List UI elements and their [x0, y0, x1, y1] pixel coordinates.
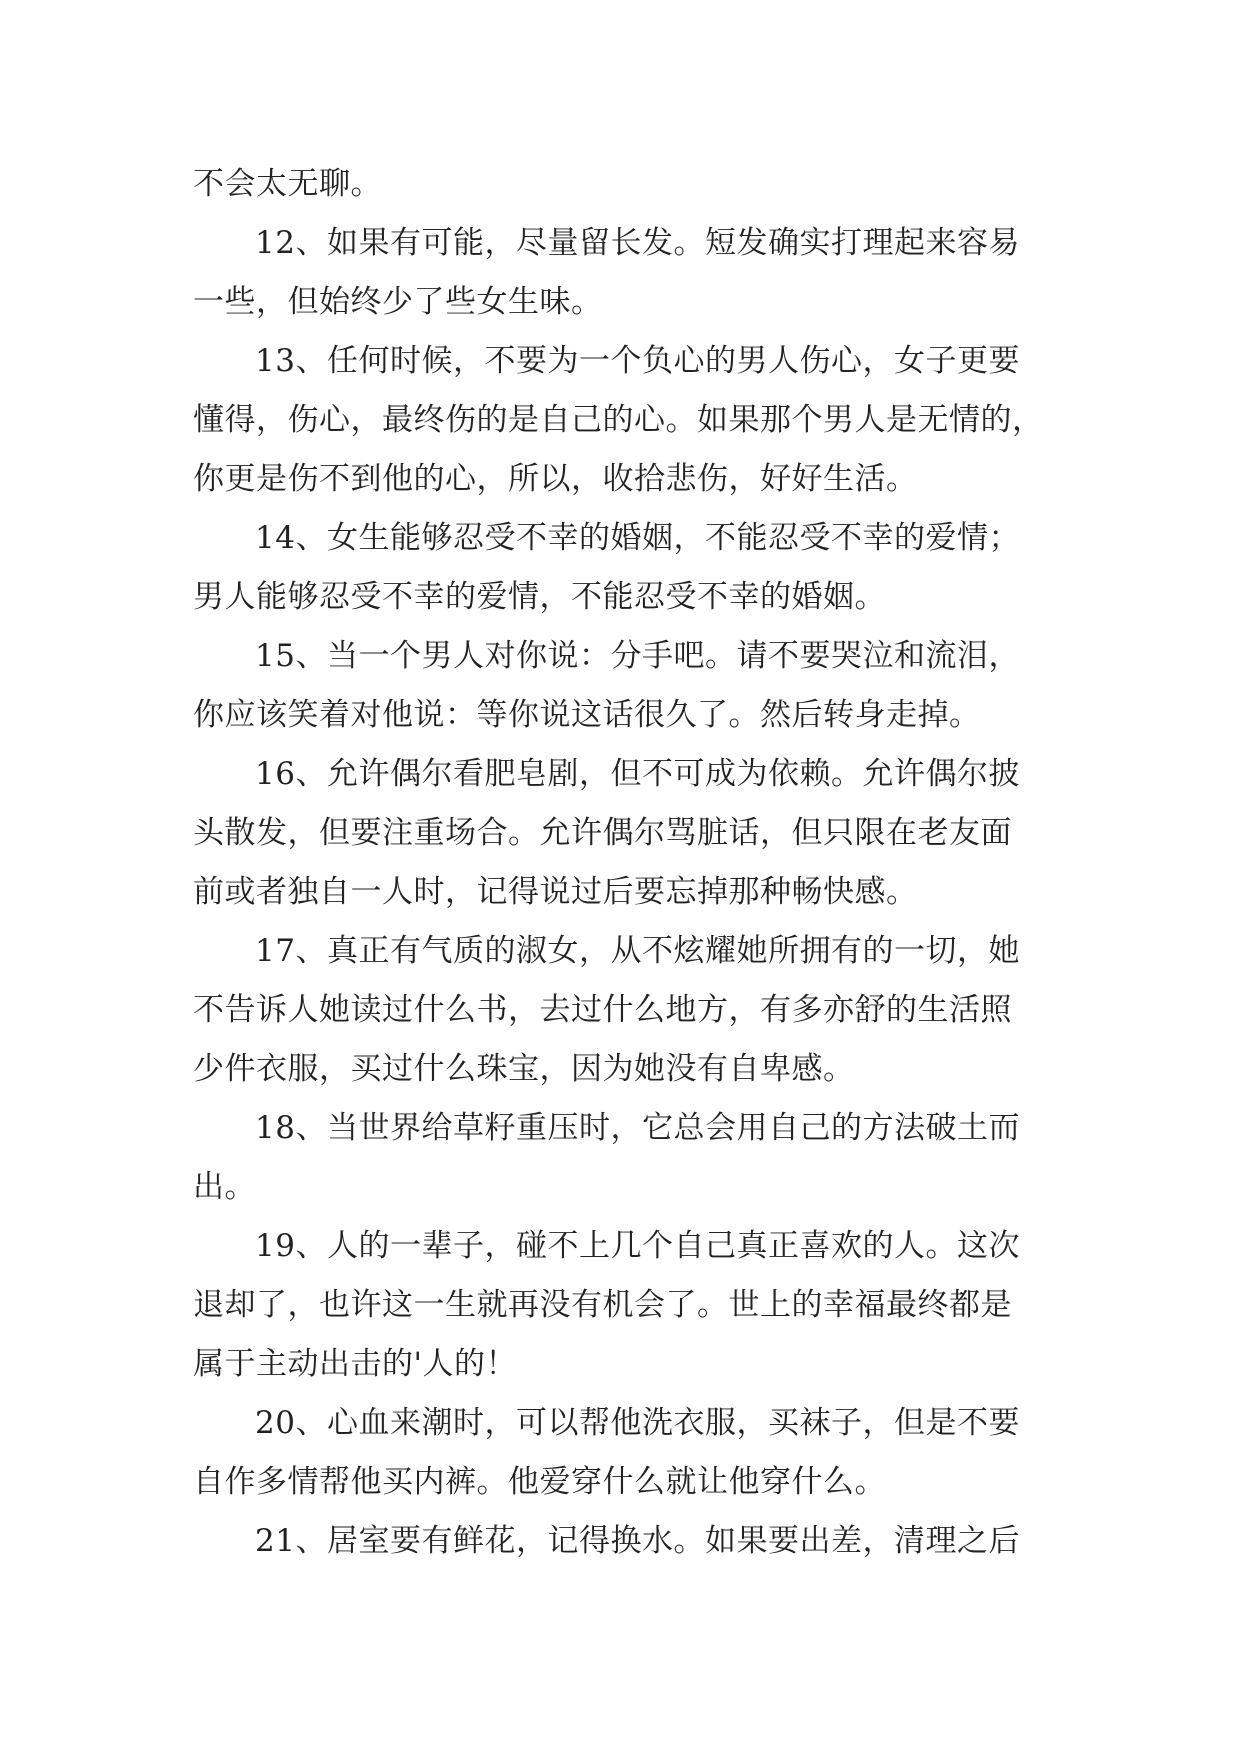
text-line: 16、允许偶尔看肥皂剧，但不可成为依赖。允许偶尔披: [255, 756, 1020, 792]
text-line: 14、女生能够忍受不幸的婚姻，不能忍受不幸的爱情；: [255, 520, 1020, 556]
text-line: 少件衣服，买过什么珠宝，因为她没有自卑感。: [193, 1051, 855, 1087]
text-line: 自作多情帮他买内裤。他爱穿什么就让他穿什么。: [193, 1464, 886, 1500]
text-line: 20、心血来潮时，可以帮他洗衣服，买袜子，但是不要: [255, 1405, 1020, 1441]
text-line: 15、当一个男人对你说：分手吧。请不要哭泣和流泪，: [255, 638, 1020, 674]
text-line: 19、人的一辈子，碰不上几个自己真正喜欢的人。这次: [255, 1228, 1020, 1264]
text-line: 不告诉人她读过什么书，去过什么地方，有多亦舒的生活照: [193, 992, 1012, 1028]
text-line: 前或者独自一人时，记得说过后要忘掉那种畅快感。: [193, 874, 918, 910]
text-line: 退却了，也许这一生就再没有机会了。世上的幸福最终都是: [193, 1287, 1012, 1323]
text-line: 17、真正有气质的淑女，从不炫耀她所拥有的一切，她: [255, 933, 1020, 969]
text-line: 18、当世界给草籽重压时，它总会用自己的方法破土而: [255, 1110, 1020, 1146]
text-line: 属于主动出击的'人的！: [193, 1346, 518, 1382]
text-line: 12、如果有可能，尽量留长发。短发确实打理起来容易: [255, 225, 1020, 261]
text-line: 13、任何时候，不要为一个负心的男人伤心，女子更要: [255, 343, 1020, 379]
text-line: 男人能够忍受不幸的爱情，不能忍受不幸的婚姻。: [193, 579, 886, 615]
text-line: 不会太无聊。: [193, 166, 382, 202]
text-line: 你应该笑着对他说：等你说这话很久了。然后转身走掉。: [193, 697, 981, 733]
text-line: 你更是伤不到他的心，所以，收拾悲伤，好好生活。: [193, 461, 918, 497]
document-body: [193, 155, 1053, 1571]
text-line: 一些，但始终少了些女生味。: [193, 284, 603, 320]
text-line: 头散发，但要注重场合。允许偶尔骂脏话，但只限在老友面: [193, 815, 1012, 851]
text-line: 21、居室要有鲜花，记得换水。如果要出差，清理之后: [255, 1523, 1020, 1559]
text-line: 出。: [193, 1169, 256, 1205]
text-line: 懂得，伤心，最终伤的是自己的心。如果那个男人是无情的，: [193, 402, 1044, 438]
